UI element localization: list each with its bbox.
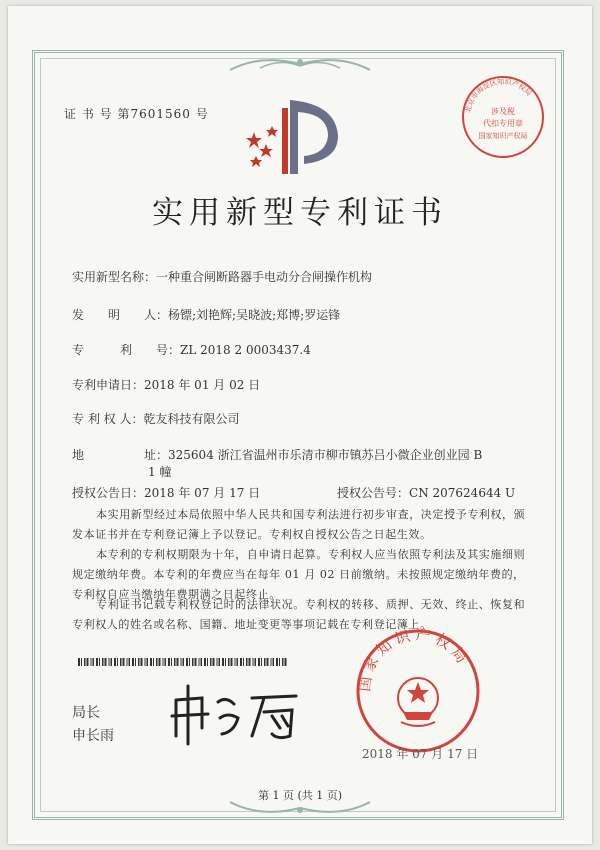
- filing-date-label: 专利申请日：: [72, 378, 145, 392]
- address-value-line2: 1 幢: [148, 465, 172, 479]
- official-seal-icon: [353, 626, 483, 756]
- model-name-label: 实用新型名称：: [72, 270, 157, 284]
- svg-text:国家知识产权局: 国家知识产权局: [355, 626, 474, 693]
- grant-number-label: 授权公告号：: [337, 486, 410, 500]
- grant-date-label: 授权公告日：: [72, 486, 145, 500]
- signature-name: 申长雨: [72, 728, 114, 744]
- page-number: 第 1 页 (共 1 页): [257, 789, 343, 802]
- patent-number-label: 专 利 号：: [72, 343, 181, 357]
- handwritten-signature-icon: [168, 678, 308, 748]
- paragraph-grant: 本实用新型经过本局依照中华人民共和国专利法进行初步审查，决定授予专利权，颁发本证书并在专利登记簿上予以登记。专利权自授权公告之日起生效。: [72, 508, 526, 541]
- paragraph-record: 专利证书记载专利权登记时的法律状况。专利权的转移、质押、无效、终止、恢复和专利权人的姓名或名称、国籍、地址变更等事项记载在专利登记簿上。: [72, 598, 526, 631]
- certificate-number: 证 书 号 第7601560 号: [64, 107, 209, 121]
- paragraph-term: 本专利的专利权期限为十年，自申请日起算。专利权人应当依照专利法及其实施细则规定缴纳年费。本专利的年费应当在每年 01 月 02 日前缴纳。未按照规定缴纳年费的，专利权自应当缴纳年费期满之日起终止。: [72, 548, 526, 601]
- inventor-value: 杨镖;刘艳辉;吴晓波;郑博;罗运锋: [168, 308, 341, 322]
- tax-stamp-line1: 涉及税: [491, 107, 515, 116]
- grant-date-row: [72, 484, 260, 501]
- patent-number-row: [72, 341, 311, 358]
- patent-number-value: ZL 2018 2 0003437.4: [180, 343, 311, 357]
- tax-stamp-icon: [458, 72, 548, 162]
- grant-number-value: CN 207624644 U: [409, 486, 516, 500]
- inventor-row: [72, 306, 340, 323]
- barcode-icon: [78, 658, 290, 666]
- address-row: [72, 446, 482, 463]
- address-value-line1: 325604 浙江省温州市乐清市柳市镇苏吕小微企业创业园 B: [168, 448, 483, 462]
- patent-office-logo-icon: [246, 92, 346, 178]
- filing-date-row: [72, 376, 260, 393]
- tax-stamp-line3: 国家知识产权局: [478, 132, 528, 140]
- patentee-row: [72, 410, 239, 427]
- patentee-label: 专 利 权 人：: [72, 412, 144, 426]
- address-label: 地 址：: [72, 448, 169, 462]
- top-ornament-icon: [220, 52, 380, 76]
- patentee-value: 乾友科技有限公司: [143, 412, 240, 426]
- model-name-value: 一种重合闸断路器手电动分合闸操作机构: [156, 270, 373, 284]
- inventor-label: 发 明 人：: [72, 308, 169, 322]
- svg-text:北京市海淀区知识产权局: 北京市海淀区知识产权局: [464, 77, 533, 114]
- model-name-row: [72, 268, 372, 285]
- seal-date: 2018 年 07 月 17 日: [362, 747, 479, 761]
- grant-number-row: [337, 484, 515, 501]
- filing-date-value: 2018 年 01 月 02 日: [144, 378, 261, 392]
- tax-stamp-line2: 代扣专用章: [483, 119, 523, 128]
- certificate-title: 实用新型专利证书: [152, 195, 448, 231]
- grant-date-value: 2018 年 07 月 17 日: [144, 486, 261, 500]
- signature-role: 局长: [72, 705, 100, 721]
- address-line2-row: [148, 463, 171, 480]
